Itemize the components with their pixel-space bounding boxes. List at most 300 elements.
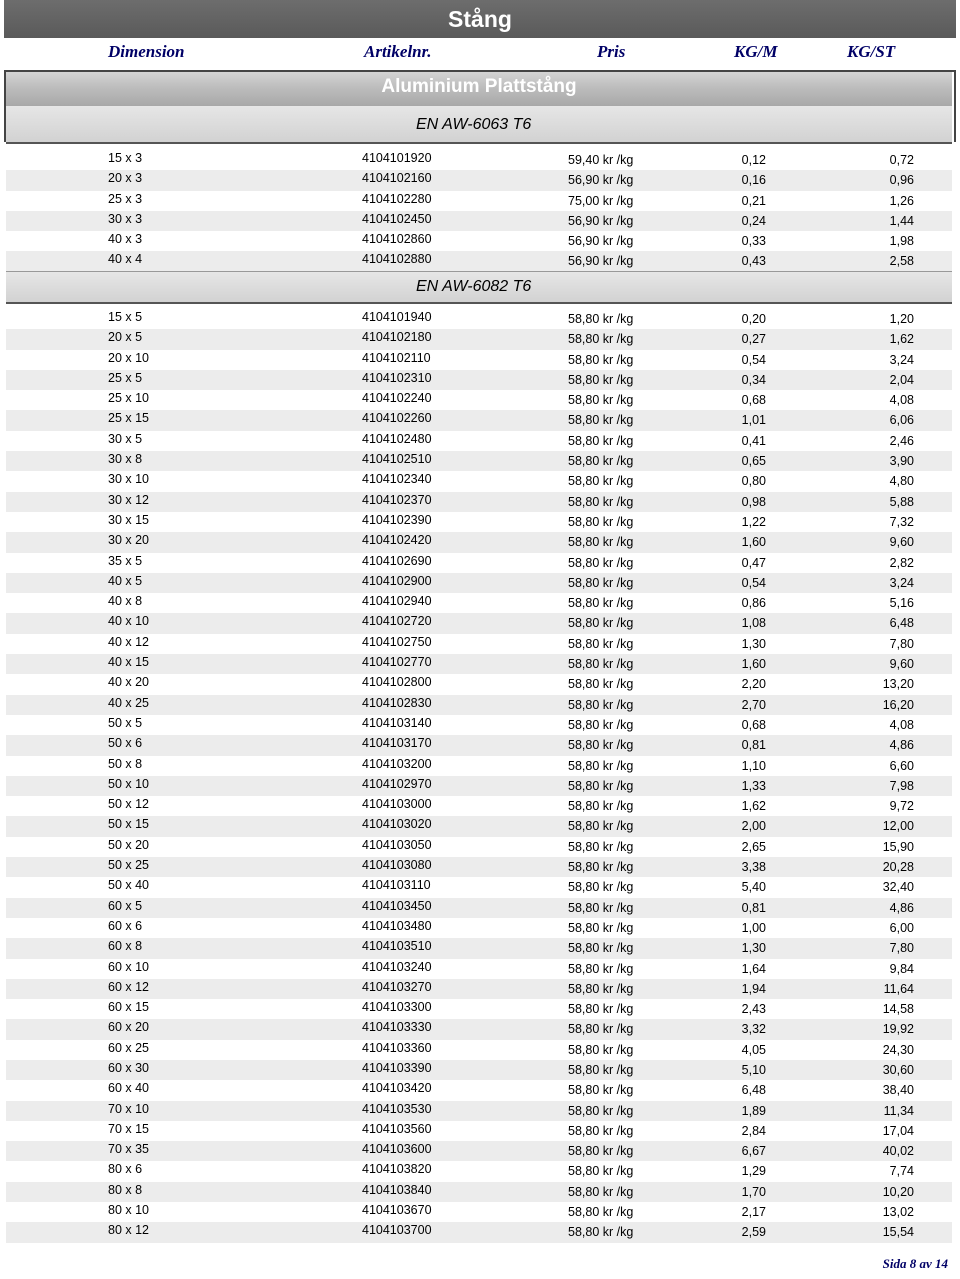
artikelnr-cell: 4104103330: [362, 1020, 432, 1035]
table-row: [6, 1202, 952, 1222]
artikelnr-cell: 4104102720: [362, 614, 432, 629]
kgm-cell: 1,30: [741, 941, 766, 956]
pris-cell: 58,80 kr /kg: [568, 1205, 634, 1220]
kgm-cell: 0,27: [741, 332, 766, 347]
artikelnr-cell: 4104101920: [362, 151, 432, 165]
kgm-cell: 1,33: [741, 778, 766, 793]
kgm-cell: 1,01: [741, 413, 766, 428]
pris-cell: 56,90 kr /kg: [568, 173, 634, 188]
table-row: [6, 654, 952, 674]
kgm-cell: 2,00: [741, 819, 766, 834]
kgst-cell: 2,58: [889, 254, 914, 269]
pris-cell: 56,90 kr /kg: [568, 254, 634, 269]
dimension-cell: 50 x 15: [108, 817, 150, 832]
kgm-cell: 2,84: [741, 1123, 766, 1138]
artikelnr-cell: 4104103240: [362, 959, 432, 974]
dimension-cell: 50 x 25: [108, 858, 150, 873]
pris-cell: 58,80 kr /kg: [568, 799, 634, 814]
dimension-cell: 30 x 20: [108, 533, 150, 548]
table-row: [6, 674, 952, 694]
table-row: [6, 191, 952, 211]
kgst-cell: 30,60: [882, 1062, 914, 1077]
dimension-cell: 50 x 40: [108, 878, 150, 893]
kgst-cell: 1,98: [889, 234, 914, 249]
artikelnr-cell: 4104103300: [362, 1000, 432, 1015]
dimension-cell: 70 x 10: [108, 1101, 150, 1116]
kgst-cell: 7,80: [889, 941, 914, 956]
artikelnr-cell: 4104102180: [362, 330, 432, 345]
dimension-cell: 40 x 4: [108, 252, 143, 267]
dimension-cell: 50 x 20: [108, 837, 150, 852]
artikelnr-cell: 4104103420: [362, 1081, 432, 1096]
dimension-cell: 60 x 12: [108, 979, 150, 994]
pris-cell: 58,80 kr /kg: [568, 636, 634, 651]
column-header-row: [4, 38, 956, 70]
kgm-cell: 0,86: [741, 596, 766, 611]
kgst-cell: 12,00: [882, 819, 914, 834]
kgm-cell: 0,21: [741, 193, 766, 208]
table-row: [6, 492, 952, 512]
artikelnr-cell: 4104103530: [362, 1101, 432, 1116]
artikelnr-cell: 4104102160: [362, 171, 432, 186]
pris-cell: 58,80 kr /kg: [568, 1042, 634, 1057]
dimension-cell: 15 x 5: [108, 310, 143, 324]
table-row: [6, 1141, 952, 1161]
table-row: [6, 796, 952, 816]
kgm-cell: 1,22: [741, 514, 766, 529]
kgm-cell: 0,54: [741, 352, 766, 367]
alloy-header-6082: [6, 271, 952, 304]
table-row: [6, 877, 952, 897]
kgm-cell: 1,94: [741, 981, 766, 996]
dimension-cell: 60 x 25: [108, 1040, 150, 1055]
kgst-cell: 40,02: [882, 1144, 914, 1159]
artikelnr-cell: 4104102280: [362, 191, 432, 206]
dimension-cell: 60 x 15: [108, 1000, 150, 1015]
kgm-cell: 6,67: [741, 1144, 766, 1159]
kgm-cell: 5,10: [741, 1062, 766, 1077]
kgm-cell: 3,32: [741, 1022, 766, 1037]
artikelnr-cell: 4104102370: [362, 492, 432, 507]
kgst-cell: 3,90: [889, 454, 914, 469]
kgm-cell: 6,48: [741, 1083, 766, 1098]
kgm-cell: 3,38: [741, 860, 766, 875]
kgst-cell: 9,60: [889, 535, 914, 550]
kgm-cell: 0,33: [741, 234, 766, 249]
table-row: [6, 471, 952, 491]
kgm-cell: 1,29: [741, 1164, 766, 1179]
table-row: [6, 329, 952, 349]
kgm-cell: 0,65: [741, 454, 766, 469]
pris-cell: 58,80 kr /kg: [568, 778, 634, 793]
pris-cell: 58,80 kr /kg: [568, 535, 634, 550]
pris-cell: 58,80 kr /kg: [568, 961, 634, 976]
column-header-artikelnr: Artikelnr.: [364, 42, 432, 61]
pris-cell: 58,80 kr /kg: [568, 738, 634, 753]
kgst-cell: 15,90: [882, 839, 914, 854]
dimension-cell: 40 x 10: [108, 614, 150, 629]
table-row: [6, 938, 952, 958]
table-group-6063: [6, 150, 952, 272]
artikelnr-cell: 4104102110: [362, 350, 431, 365]
table-row: [6, 837, 952, 857]
pris-cell: 58,80 kr /kg: [568, 616, 634, 631]
artikelnr-cell: 4104103270: [362, 979, 432, 994]
dimension-cell: 60 x 40: [108, 1081, 150, 1096]
artikelnr-cell: 4104103000: [362, 797, 432, 812]
kgm-cell: 0,98: [741, 494, 766, 509]
pris-cell: 58,80 kr /kg: [568, 1083, 634, 1098]
artikelnr-cell: 4104102900: [362, 573, 432, 588]
dimension-cell: 40 x 8: [108, 594, 143, 609]
dimension-cell: 30 x 12: [108, 492, 150, 507]
kgm-cell: 0,34: [741, 372, 766, 387]
kgst-cell: 7,80: [889, 636, 914, 651]
pris-cell: 58,80 kr /kg: [568, 941, 634, 956]
artikelnr-cell: 4104103020: [362, 817, 432, 832]
table-group-6082: [6, 309, 952, 1243]
kgst-cell: 3,24: [889, 575, 914, 590]
artikelnr-cell: 4104103390: [362, 1060, 432, 1075]
table-row: [6, 553, 952, 573]
column-header-kgm: KG/M: [734, 42, 778, 61]
artikelnr-cell: 4104103140: [362, 715, 432, 730]
artikelnr-cell: 4104102880: [362, 252, 432, 267]
artikelnr-cell: 4104103820: [362, 1162, 432, 1177]
pris-cell: 58,80 kr /kg: [568, 697, 634, 712]
dimension-cell: 30 x 10: [108, 472, 150, 487]
dimension-cell: 50 x 12: [108, 797, 150, 812]
kgm-cell: 0,24: [741, 213, 766, 228]
kgst-cell: 9,84: [889, 961, 914, 976]
pris-cell: 58,80 kr /kg: [568, 352, 634, 367]
kgm-cell: 1,30: [741, 636, 766, 651]
artikelnr-cell: 4104102240: [362, 391, 432, 406]
kgm-cell: 0,68: [741, 393, 766, 408]
kgst-cell: 5,16: [889, 596, 914, 611]
kgm-cell: 1,08: [741, 616, 766, 631]
table-row: [6, 431, 952, 451]
kgst-cell: 19,92: [882, 1022, 914, 1037]
kgm-cell: 1,89: [741, 1103, 766, 1118]
artikelnr-cell: 4104102310: [362, 370, 432, 385]
table-row: [6, 1019, 952, 1039]
table-row: [6, 451, 952, 471]
pris-cell: 58,80 kr /kg: [568, 555, 634, 570]
pris-cell: 58,80 kr /kg: [568, 474, 634, 489]
artikelnr-cell: 4104103840: [362, 1182, 432, 1197]
kgm-cell: 2,43: [741, 1002, 766, 1017]
artikelnr-cell: 4104102750: [362, 634, 432, 649]
table-row: [6, 251, 952, 271]
artikelnr-cell: 4104103450: [362, 898, 432, 913]
artikelnr-cell: 4104102390: [362, 512, 432, 527]
kgst-cell: 1,62: [889, 332, 914, 347]
table-row: [6, 150, 952, 170]
artikelnr-cell: 4104102450: [362, 211, 432, 226]
table-row: [6, 350, 952, 370]
pris-cell: 58,80 kr /kg: [568, 413, 634, 428]
table-row: [6, 309, 952, 329]
dimension-cell: 70 x 15: [108, 1121, 150, 1136]
table-row: [6, 1161, 952, 1181]
kgm-cell: 1,60: [741, 535, 766, 550]
kgm-cell: 0,80: [741, 474, 766, 489]
artikelnr-cell: 4104102800: [362, 675, 432, 690]
table-row: [6, 170, 952, 190]
kgst-cell: 3,24: [889, 352, 914, 367]
kgm-cell: 1,00: [741, 920, 766, 935]
artikelnr-cell: 4104102420: [362, 533, 432, 548]
kgm-cell: 1,62: [741, 799, 766, 814]
pris-cell: 58,80 kr /kg: [568, 372, 634, 387]
artikelnr-cell: 4104103670: [362, 1203, 432, 1218]
table-row: [6, 1182, 952, 1202]
artikelnr-cell: 4104102770: [362, 655, 432, 670]
table-row: [6, 695, 952, 715]
kgst-cell: 2,46: [889, 433, 914, 448]
artikelnr-cell: 4104102970: [362, 776, 432, 791]
table-row: [6, 613, 952, 633]
alloy-label: EN AW-6063 T6: [416, 116, 532, 133]
table-row: [6, 573, 952, 593]
kgst-cell: 17,04: [882, 1123, 914, 1138]
table-row: [6, 776, 952, 796]
pris-cell: 58,80 kr /kg: [568, 717, 634, 732]
dimension-cell: 60 x 5: [108, 898, 143, 913]
kgm-cell: 2,59: [741, 1225, 766, 1240]
pris-cell: 58,80 kr /kg: [568, 677, 634, 692]
pris-cell: 58,80 kr /kg: [568, 657, 634, 672]
dimension-cell: 60 x 20: [108, 1020, 150, 1035]
kgst-cell: 6,48: [889, 616, 914, 631]
pris-cell: 58,80 kr /kg: [568, 393, 634, 408]
kgm-cell: 0,16: [741, 173, 766, 188]
dimension-cell: 40 x 25: [108, 695, 150, 710]
dimension-cell: 50 x 10: [108, 776, 150, 791]
pris-cell: 58,80 kr /kg: [568, 1123, 634, 1138]
kgst-cell: 15,54: [882, 1225, 914, 1240]
artikelnr-cell: 4104103110: [362, 878, 431, 893]
pris-cell: 58,80 kr /kg: [568, 494, 634, 509]
kgm-cell: 2,17: [741, 1205, 766, 1220]
kgst-cell: 32,40: [882, 880, 914, 895]
kgst-cell: 0,72: [889, 153, 914, 167]
artikelnr-cell: 4104102510: [362, 452, 432, 467]
table-row: [6, 979, 952, 999]
kgst-cell: 4,08: [889, 393, 914, 408]
dimension-cell: 50 x 6: [108, 736, 143, 751]
pris-cell: 58,80 kr /kg: [568, 880, 634, 895]
pris-cell: 58,80 kr /kg: [568, 1022, 634, 1037]
kgst-cell: 9,60: [889, 657, 914, 672]
pris-cell: 58,80 kr /kg: [568, 312, 634, 326]
dimension-cell: 30 x 5: [108, 431, 143, 446]
kgst-cell: 4,08: [889, 717, 914, 732]
kgm-cell: 0,54: [741, 575, 766, 590]
column-header-pris: Pris: [597, 42, 626, 61]
table-row: [6, 390, 952, 410]
dimension-cell: 30 x 3: [108, 211, 143, 226]
kgm-cell: 1,64: [741, 961, 766, 976]
page-number: Sida 8 av 14: [882, 1256, 948, 1271]
table-row: [6, 231, 952, 251]
artikelnr-cell: 4104103560: [362, 1121, 432, 1136]
kgst-cell: 7,74: [889, 1164, 914, 1179]
kgst-cell: 1,26: [889, 193, 914, 208]
dimension-cell: 20 x 5: [108, 330, 143, 345]
kgm-cell: 2,65: [741, 839, 766, 854]
kgm-cell: 2,70: [741, 697, 766, 712]
pris-cell: 58,80 kr /kg: [568, 1002, 634, 1017]
artikelnr-cell: 4104103480: [362, 918, 432, 933]
pris-cell: 58,80 kr /kg: [568, 981, 634, 996]
kgm-cell: 0,43: [741, 254, 766, 269]
dimension-cell: 40 x 15: [108, 655, 150, 670]
artikelnr-cell: 4104102690: [362, 553, 432, 568]
kgm-cell: 0,81: [741, 900, 766, 915]
kgst-cell: 1,20: [889, 312, 914, 326]
artikelnr-cell: 4104102480: [362, 431, 432, 446]
artikelnr-cell: 4104103700: [362, 1223, 432, 1238]
kgst-cell: 2,04: [889, 372, 914, 387]
dimension-cell: 15 x 3: [108, 151, 143, 165]
kgm-cell: 0,20: [741, 312, 766, 326]
artikelnr-cell: 4104102260: [362, 411, 432, 426]
dimension-cell: 60 x 10: [108, 959, 150, 974]
pris-cell: 58,80 kr /kg: [568, 819, 634, 834]
dimension-cell: 80 x 12: [108, 1223, 150, 1238]
pris-cell: 58,80 kr /kg: [568, 758, 634, 773]
dimension-cell: 50 x 5: [108, 715, 143, 730]
pris-cell: 58,80 kr /kg: [568, 1103, 634, 1118]
table-row: [6, 999, 952, 1019]
artikelnr-cell: 4104102860: [362, 232, 432, 247]
table-row: [6, 410, 952, 430]
kgst-cell: 7,98: [889, 778, 914, 793]
pris-cell: 58,80 kr /kg: [568, 1225, 634, 1240]
kgst-cell: 2,82: [889, 555, 914, 570]
dimension-cell: 60 x 30: [108, 1060, 150, 1075]
artikelnr-cell: 4104102830: [362, 695, 432, 710]
kgm-cell: 0,41: [741, 433, 766, 448]
artikelnr-cell: 4104103510: [362, 939, 432, 954]
kgm-cell: 1,10: [741, 758, 766, 773]
pris-cell: 58,80 kr /kg: [568, 1062, 634, 1077]
pris-cell: 59,40 kr /kg: [568, 153, 634, 167]
table-row: [6, 918, 952, 938]
table-row: [6, 1121, 952, 1141]
pris-cell: 56,90 kr /kg: [568, 234, 634, 249]
kgst-cell: 4,86: [889, 900, 914, 915]
kgm-cell: 0,68: [741, 717, 766, 732]
pris-cell: 58,80 kr /kg: [568, 900, 634, 915]
table-row: [6, 756, 952, 776]
pris-cell: 58,80 kr /kg: [568, 433, 634, 448]
kgm-cell: 0,12: [741, 153, 766, 167]
section-title: Aluminium Plattstång: [6, 72, 952, 106]
artikelnr-cell: 4104102340: [362, 472, 432, 487]
pris-cell: 58,80 kr /kg: [568, 332, 634, 347]
pris-cell: 58,80 kr /kg: [568, 514, 634, 529]
kgst-cell: 10,20: [882, 1184, 914, 1199]
kgm-cell: 1,60: [741, 657, 766, 672]
table-row: [6, 816, 952, 836]
dimension-cell: 25 x 15: [108, 411, 150, 426]
kgst-cell: 24,30: [882, 1042, 914, 1057]
kgm-cell: 0,47: [741, 555, 766, 570]
kgst-cell: 20,28: [882, 860, 914, 875]
artikelnr-cell: 4104103050: [362, 837, 432, 852]
dimension-cell: 25 x 5: [108, 370, 143, 385]
pris-cell: 58,80 kr /kg: [568, 575, 634, 590]
table-row: [6, 634, 952, 654]
page-title: Stång: [4, 0, 956, 38]
pris-cell: 58,80 kr /kg: [568, 1144, 634, 1159]
dimension-cell: 20 x 3: [108, 171, 143, 186]
alloy-header-6063: [6, 106, 952, 144]
dimension-cell: 50 x 8: [108, 756, 143, 771]
artikelnr-cell: 4104103600: [362, 1142, 432, 1157]
dimension-cell: 80 x 10: [108, 1203, 150, 1218]
pris-cell: 58,80 kr /kg: [568, 1164, 634, 1179]
kgst-cell: 13,02: [882, 1205, 914, 1220]
table-row: [6, 898, 952, 918]
pris-cell: 56,90 kr /kg: [568, 213, 634, 228]
table-row: [6, 857, 952, 877]
artikelnr-cell: 4104103200: [362, 756, 432, 771]
dimension-cell: 40 x 12: [108, 634, 150, 649]
pris-cell: 58,80 kr /kg: [568, 920, 634, 935]
table-row: [6, 1040, 952, 1060]
dimension-cell: 80 x 6: [108, 1162, 143, 1177]
dimension-cell: 30 x 15: [108, 512, 150, 527]
table-row: [6, 735, 952, 755]
kgst-cell: 13,20: [882, 677, 914, 692]
kgst-cell: 4,80: [889, 474, 914, 489]
dimension-cell: 80 x 8: [108, 1182, 143, 1197]
kgst-cell: 1,44: [889, 213, 914, 228]
table-row: [6, 1222, 952, 1242]
artikelnr-cell: 4104101940: [362, 310, 432, 324]
dimension-cell: 40 x 3: [108, 232, 143, 247]
alloy-label: EN AW-6082 T6: [416, 278, 532, 295]
kgm-cell: 4,05: [741, 1042, 766, 1057]
kgst-cell: 6,06: [889, 413, 914, 428]
dimension-cell: 25 x 3: [108, 191, 143, 206]
artikelnr-cell: 4104103360: [362, 1040, 432, 1055]
pris-cell: 75,00 kr /kg: [568, 193, 634, 208]
kgst-cell: 16,20: [882, 697, 914, 712]
dimension-cell: 40 x 20: [108, 675, 150, 690]
kgst-cell: 6,00: [889, 920, 914, 935]
table-row: [6, 211, 952, 231]
table-row: [6, 1060, 952, 1080]
kgst-cell: 4,86: [889, 738, 914, 753]
kgst-cell: 5,88: [889, 494, 914, 509]
kgst-cell: 11,34: [883, 1103, 914, 1118]
column-header-kgst: KG/ST: [847, 42, 896, 61]
kgm-cell: 1,70: [741, 1184, 766, 1199]
kgm-cell: 5,40: [741, 880, 766, 895]
table-row: [6, 959, 952, 979]
pris-cell: 58,80 kr /kg: [568, 596, 634, 611]
dimension-cell: 35 x 5: [108, 553, 143, 568]
pris-cell: 58,80 kr /kg: [568, 839, 634, 854]
dimension-cell: 30 x 8: [108, 452, 143, 467]
table-row: [6, 1080, 952, 1100]
dimension-cell: 60 x 6: [108, 918, 143, 933]
